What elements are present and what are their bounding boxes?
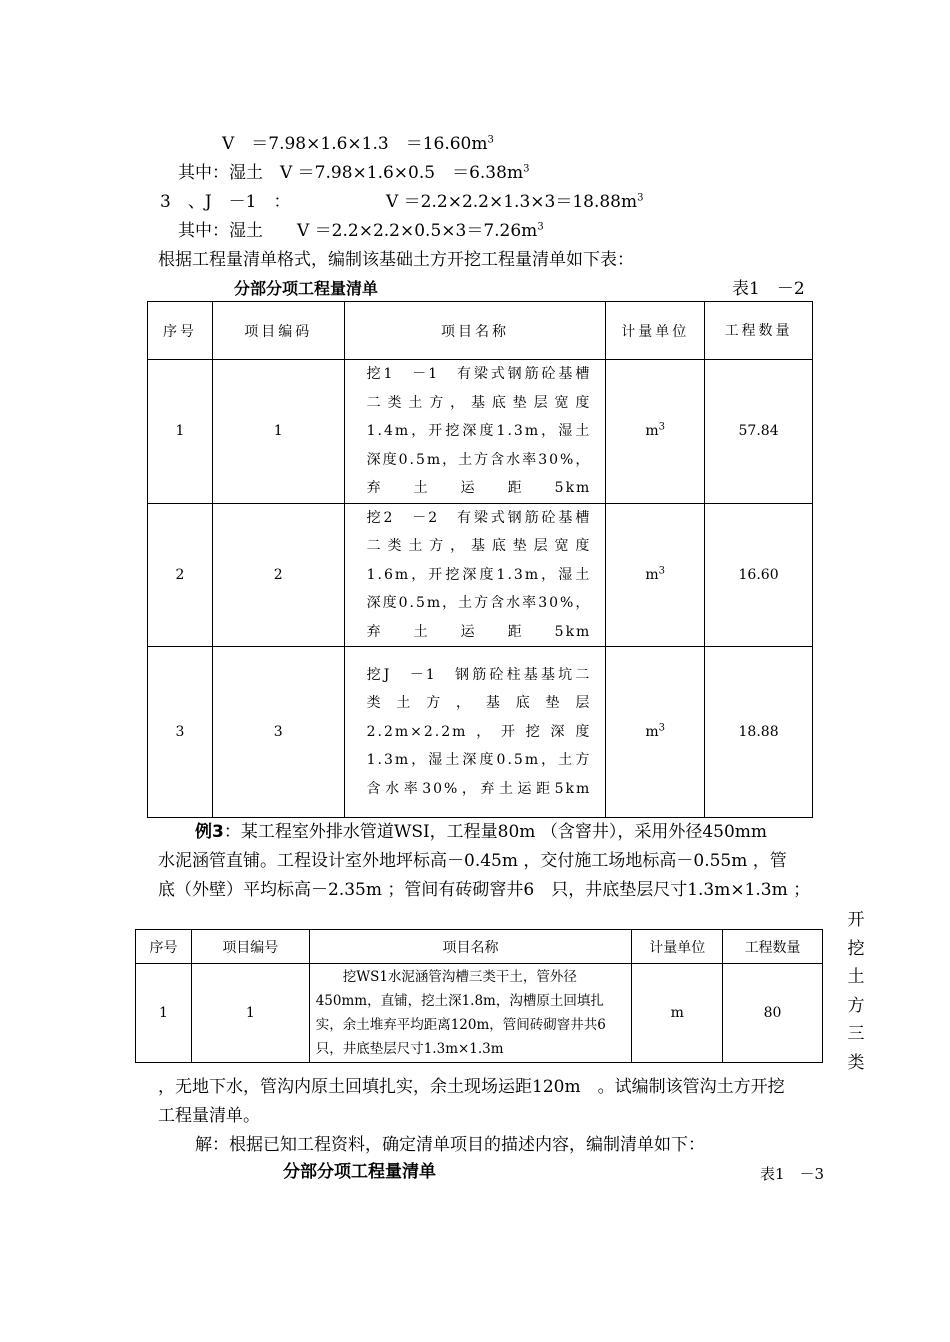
table1	[147, 301, 813, 818]
table-row	[148, 647, 813, 818]
row-desc: 挖2 －2 有梁式钢筋砼基槽二类土方，基底垫层宽度1.6m，开挖深度1.3m，湿土深度0.5m，土方含水率30%，弃土运距5km	[344, 503, 606, 647]
row-qty: 57.84	[705, 360, 813, 504]
row-qty: 16.60	[705, 503, 813, 647]
row-no: 1	[136, 964, 192, 1063]
table1-header-unit: 计量单位	[606, 302, 705, 360]
example3-vertical-text: 开挖土方三类	[847, 910, 865, 1073]
row-code: 3	[212, 647, 344, 818]
example3-line-5: 工程量清单。	[158, 1106, 260, 1126]
table1-header-no: 序号	[148, 302, 213, 360]
row-no: 3	[148, 647, 213, 818]
row-code: 2	[212, 503, 344, 647]
table2-header-code: 项目编号	[191, 930, 309, 964]
table2-header-qty: 工程数量	[723, 930, 823, 964]
row-qty: 80	[723, 964, 823, 1063]
table2-header-row	[136, 930, 823, 964]
row-desc: 挖J －1 钢筋砼柱基基坑二类土方，基底垫层2.2m×2.2m，开挖深度1.3m，湿土深度0.5m，土方含水率30%，弃土运距5km	[344, 647, 606, 818]
table1-header-code: 项目编码	[212, 302, 344, 360]
example3-line-2: 水泥涵管直铺。工程设计室外地坪标高－0.45m ，交付施工场地标高－0.55m ，管	[158, 851, 787, 871]
row-unit: $m^3$	[606, 647, 705, 818]
row-no: 2	[148, 503, 213, 647]
table3-number: 表1 －3	[760, 1165, 825, 1183]
row-code: 1	[212, 360, 344, 504]
table1-header-row	[148, 302, 813, 360]
row-code: 1	[191, 964, 309, 1063]
formula-line-3-label: 3 、J －1 ：	[160, 192, 291, 212]
row-desc: 挖1 －1 有梁式钢筋砼基槽二类土方，基底垫层宽度1.4m，开挖深度1.3m，湿土深度0.5m，土方含水率30%，弃土运距5km	[344, 360, 606, 504]
table-row	[136, 964, 823, 1063]
table2	[135, 929, 823, 1063]
formula-line-2: 其中：湿土 V ＝7.98×1.6×0.5 $=6.38m^3$	[178, 163, 530, 183]
formula-line-1: V ＝7.98×1.6×1.3 $=16.60m^3$	[222, 134, 494, 154]
solution-paragraph: 解：根据已知工程资料，确定清单项目的描述内容，编制清单如下：	[195, 1135, 705, 1155]
row-unit: m	[632, 964, 723, 1063]
example3-line-4: ，无地下水，管沟内原土回填扎实，余土现场运距120m 。试编制该管沟土方开挖	[158, 1077, 785, 1097]
row-no: 1	[148, 360, 213, 504]
table1-header-qty: 工程数量	[705, 302, 813, 360]
table1-number: 表1 －2	[732, 279, 805, 299]
intro-paragraph: 根据工程量清单格式，编制该基础土方开挖工程量清单如下表：	[158, 250, 634, 270]
example3-line-1: 例3：某工程室外排水管道WSI，工程量80m （含窨井），采用外径450mm	[195, 822, 768, 842]
table3-title: 分部分项工程量清单	[283, 1162, 436, 1182]
row-unit: $m^3$	[606, 503, 705, 647]
row-unit: $m^3$	[606, 360, 705, 504]
table2-header-name: 项目名称	[309, 930, 632, 964]
formula-line-4: 其中：湿土 $V =2.2\times 2.2\times 0.5\times 3=7.26m^3$	[178, 221, 544, 241]
table1-title: 分部分项工程量清单	[234, 279, 379, 298]
table2-header-unit: 计量单位	[632, 930, 723, 964]
formula-line-3-value: $V =2.2\times 2.2\times 1.3\times 3=18.88m^3$	[386, 192, 644, 212]
table2-header-no: 序号	[136, 930, 192, 964]
example3-label: 例3	[195, 822, 224, 842]
table-row	[148, 360, 813, 504]
row-qty: 18.88	[705, 647, 813, 818]
table-row	[148, 503, 813, 647]
row-desc: 挖WS1水泥涵管沟槽三类干土，管外径450mm，直铺，挖土深1.8m，沟槽原土回填扎实，余土堆弃平均距离120m，管间砖砌窨井共6只，井底垫层尺寸1.3m×1.3m	[309, 964, 632, 1063]
example3-line-3: 底（外壁）平均标高－2.35m ；管间有砖砌窨井6 只，井底垫层尺寸1.3m×1.3m ；	[158, 880, 811, 900]
table1-header-name: 项目名称	[344, 302, 606, 360]
